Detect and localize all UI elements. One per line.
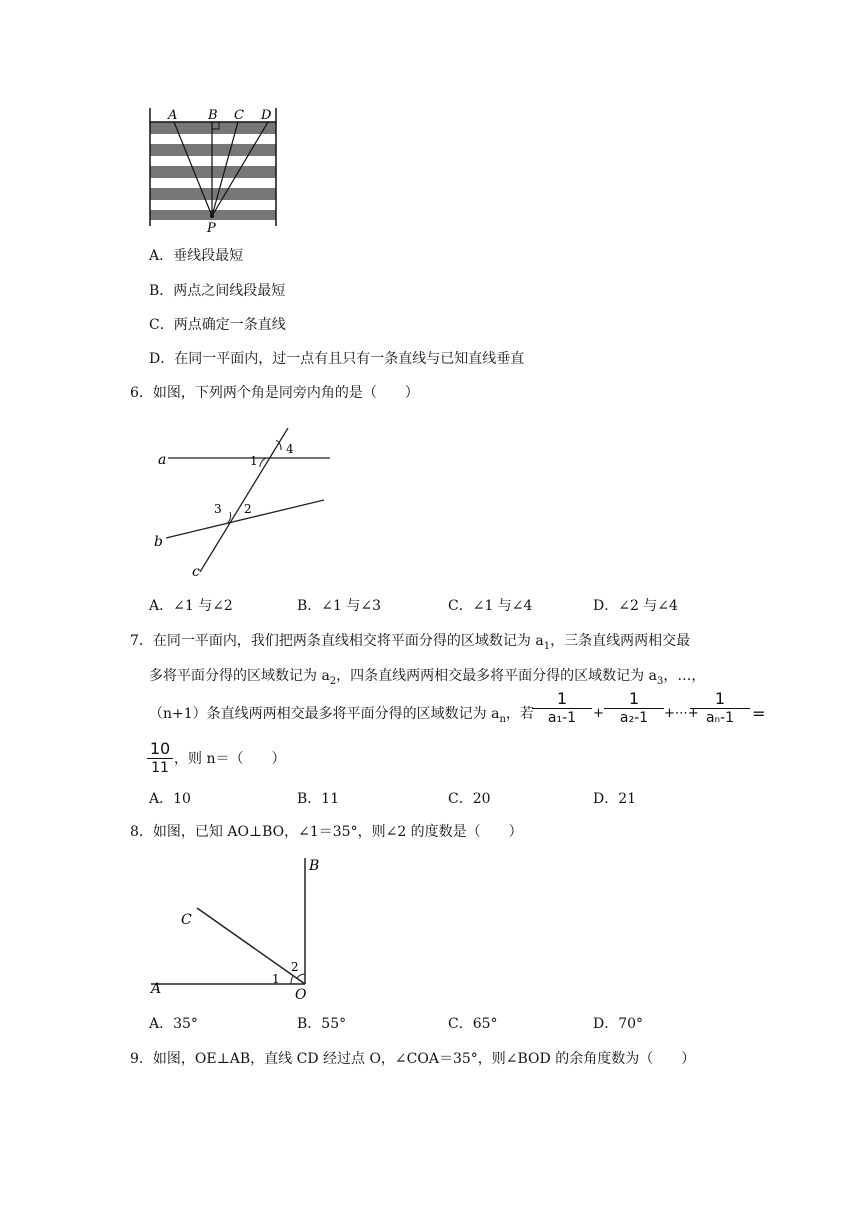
q6-option-a[interactable]: A．∠1 与∠2 [149, 598, 233, 614]
q8-option-a[interactable]: A．35° [149, 1016, 198, 1032]
q7-equals: = [752, 704, 766, 723]
q8-stem: 8．如图，已知 AO⊥BO，∠1＝35°，则∠2 的度数是（ ） [130, 824, 523, 840]
q6-stem: 6．如图，下列两个角是同旁内角的是（ ） [130, 385, 419, 401]
q8-option-b[interactable]: B．55° [297, 1016, 347, 1032]
angle-2-label: 2 [244, 502, 252, 516]
q7-line1: 7．在同一平面内，我们把两条直线相交将平面分得的区域数记为 $a_1$，三条直线两两相交最 [130, 633, 691, 652]
angle-1-label: 1 [250, 454, 258, 468]
q8-option-d[interactable]: D．70° [593, 1016, 644, 1032]
q5-option-d[interactable]: D．在同一平面内，过一点有且只有一条直线与已知直线垂直 [149, 351, 525, 367]
figure-perpendicular-angle [145, 852, 335, 1002]
q6-option-d[interactable]: D．∠2 与∠4 [593, 598, 678, 614]
q7-line3: （n+1）条直线两两相交最多将平面分得的区域数记为 $a_n$，若 [149, 706, 534, 725]
q6-option-b[interactable]: B．∠1 与∠3 [297, 598, 382, 614]
q7-option-b[interactable]: B．11 [297, 791, 340, 807]
label-C: C [181, 912, 192, 928]
q7-line2: 多将平面分得的区域数记为 $a_2$，四条直线两两相交最多将平面分得的区域数记为 $a_3$，…， [149, 668, 706, 687]
q5-option-c[interactable]: C．两点确定一条直线 [149, 317, 286, 333]
line-b-label: b [154, 534, 163, 550]
angle-2-label: 2 [291, 960, 299, 974]
line-c-label: c [192, 564, 200, 580]
q7-line4: ，则 n＝（ ） [174, 751, 286, 767]
label-P: P [207, 221, 216, 236]
q7-fraction-3: 1 aₙ-1 [690, 690, 750, 727]
q7-result-fraction: 10 11 [147, 740, 173, 777]
label-B: B [309, 858, 320, 874]
q5-option-a[interactable]: A．垂线段最短 [149, 248, 244, 264]
label-O: O [295, 987, 307, 1002]
figure-parallel-lines [148, 420, 338, 580]
q6-option-c[interactable]: C．∠1 与∠4 [448, 598, 533, 614]
q5-option-b[interactable]: B．两点之间线段最短 [149, 283, 286, 299]
label-C: C [234, 108, 244, 123]
label-B: B [208, 108, 218, 123]
figure-road-perpendicular [140, 100, 290, 236]
q7-fraction-2: 1 a₂-1 [604, 690, 664, 727]
label-D: D [261, 108, 272, 123]
q7-plus-dots: +⋯+ [664, 706, 699, 721]
q7-option-d[interactable]: D．21 [593, 791, 637, 807]
q7-plus: + [593, 706, 604, 721]
road-stripes [150, 122, 276, 220]
q8-option-c[interactable]: C．65° [448, 1016, 498, 1032]
q7-fraction-1: 1 a₁-1 [532, 690, 592, 727]
label-A: A [151, 981, 162, 997]
angle-3-label: 3 [214, 502, 222, 516]
angle-1-label: 1 [272, 972, 280, 986]
angle-4-label: 4 [286, 442, 294, 456]
q7-option-a[interactable]: A．10 [149, 791, 191, 807]
label-A: A [168, 108, 178, 123]
line-a-label: a [158, 452, 167, 468]
q9-stem: 9．如图，OE⊥AB，直线 CD 经过点 O，∠COA＝35°，则∠BOD 的余角度数为（ ） [130, 1051, 696, 1067]
q7-option-c[interactable]: C．20 [448, 791, 491, 807]
